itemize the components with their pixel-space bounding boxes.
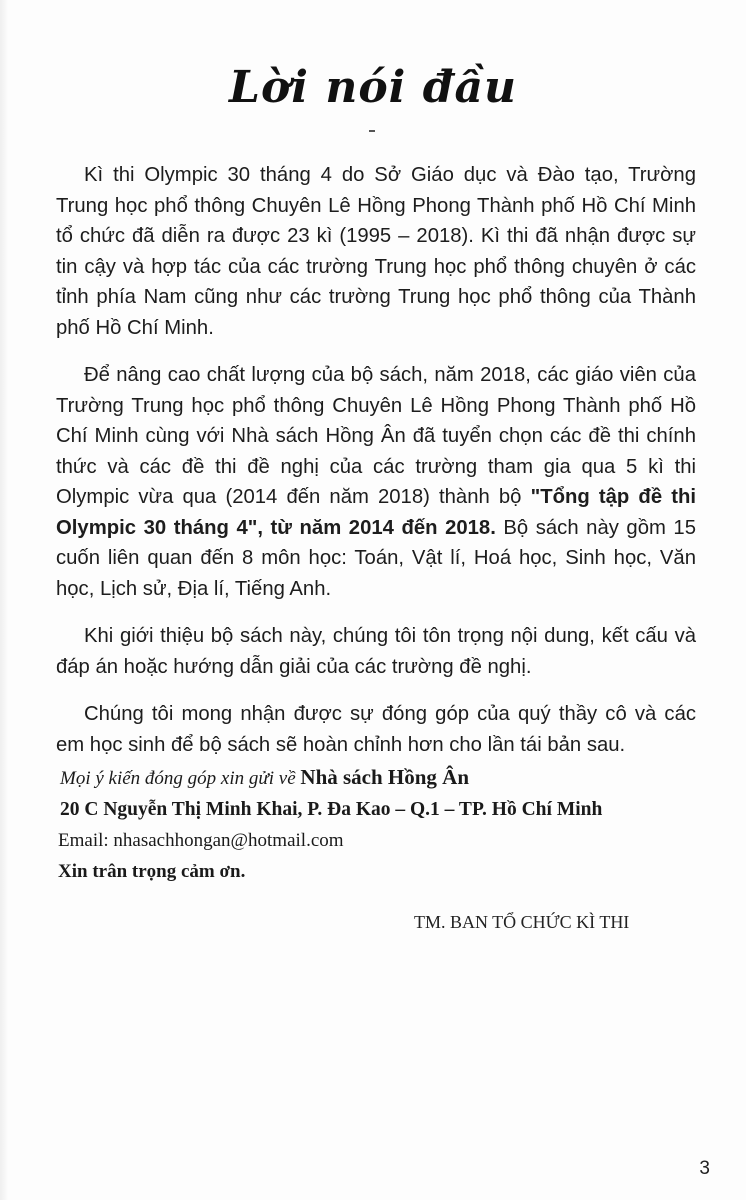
contact-thanks: Xin trân trọng cảm ơn. — [58, 861, 246, 882]
page-number: 3 — [699, 1158, 710, 1179]
paragraph-4: Chúng tôi mong nhận được sự đóng góp của quý thầy cô và các em học sinh để bộ sách sẽ hoàn chỉnh hơn cho lần tái bản sau. — [56, 703, 696, 756]
publisher-name: Nhà sách Hồng Ân — [300, 765, 470, 789]
page-title: Lời nói đầu — [229, 62, 517, 113]
paragraph-2-end: Bộ sách này gồm 15 cuốn liên quan đến 8 môn học: Toán, Vật lí, Hoá học, Sinh học, Văn học, Lịch sử, Địa lí, Tiếng Anh. — [56, 516, 696, 600]
book-series-title: "Tổng tập đề thi Olympic 30 tháng 4", từ năm 2014 đến 2018. — [56, 486, 696, 539]
contact-email: Email: nhasachhongan@hotmail.com — [58, 830, 344, 851]
paragraph-3: Khi giới thiệu bộ sách này, chúng tôi tôn trọng nội dung, kết cấu và đáp án hoặc hướng dẫn giải của các trường đề nghị. — [56, 625, 696, 678]
paragraph-2 — [56, 360, 696, 604]
paragraph-1: Kì thi Olympic 30 tháng 4 do Sở Giáo dục và Đào tạo, Trường Trung học phổ thông Chuyên Lê Hồng Phong Thành phố Hồ Chí Minh tổ chức đã diễn ra được 23 kì (1995 – 2018). Kì thi đã nhận được sự tin cậy và hợp tác của các trường Trung học phổ thông chuyên ở các tỉnh phía Nam cũng như các trường Trung học phổ thông của Thành phố Hồ Chí Minh. — [56, 164, 696, 339]
contact-intro: Mọi ý kiến đóng góp xin gửi về — [60, 768, 301, 789]
page-edge-shadow — [0, 0, 8, 1200]
contact-intro-line — [58, 762, 708, 794]
title-underline-mark — [369, 130, 375, 132]
contact-address: 20 C Nguyễn Thị Minh Khai, P. Đa Kao – Q.1 – TP. Hồ Chí Minh — [60, 799, 603, 820]
paragraph-2-start: Để nâng cao chất lượng của bộ sách, năm 2018, các giáo viên của Trường Trung học phổ thông Chuyên Lê Hồng Phong Thành phố Hồ Chí Minh cùng với Nhà sách Hồng Ân đã tuyển chọn các đề thi chính thức và các đề thi đề nghị của các trường tham gia qua 5 kì thi Olympic vừa qua (2014 đến năm 2018) thành bộ — [56, 364, 696, 508]
preface-body — [56, 160, 696, 777]
signature: TM. BAN TỔ CHỨC KÌ THI — [414, 912, 630, 932]
contact-block — [58, 762, 708, 887]
